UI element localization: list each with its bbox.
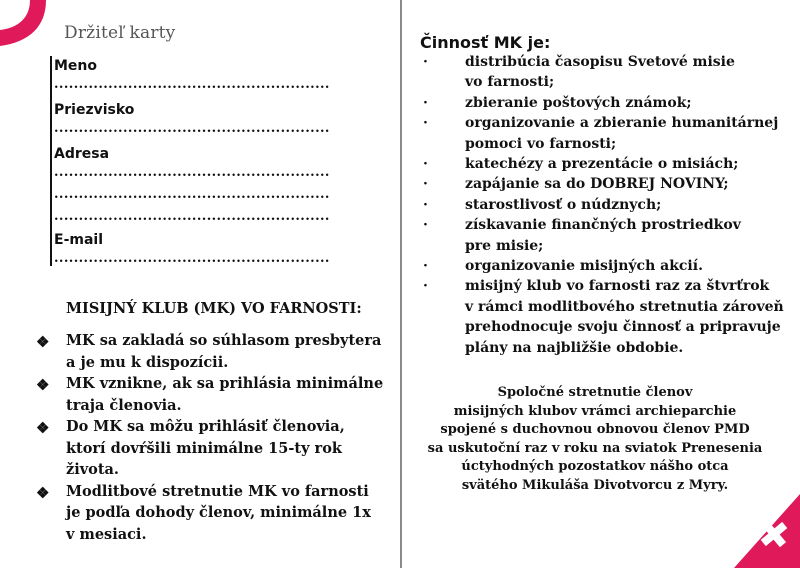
activity-title: Činnosť MK je: <box>420 33 551 52</box>
activity-list <box>420 52 795 358</box>
logo-arc-top-left <box>0 0 48 46</box>
club-rules-list <box>36 330 386 545</box>
list-item: · zbieranie poštových známok; <box>420 93 795 113</box>
list-item: · katechézy a prezentácie o misiách; <box>420 154 795 174</box>
list-item: · organizovanie misijných akcií. <box>420 256 795 276</box>
email-label: E-mail <box>54 232 104 248</box>
list-item: ❖ Modlitbové stretnutie MK vo farnosti je podľa dohody členov, minimálne 1x v mesiaci. <box>36 482 371 543</box>
bullet-dot-icon: · <box>423 176 428 193</box>
address-field-line-1[interactable]: ........................................................ <box>54 165 330 180</box>
bullet-dot-icon: · <box>423 94 428 111</box>
address-field-line-3[interactable]: ........................................................ <box>54 209 330 224</box>
surname-field[interactable]: ........................................................ <box>54 121 330 136</box>
list-item: · získavanie finančných prostriedkov pre misie; <box>423 217 741 254</box>
bullet-dot-icon: · <box>423 156 428 173</box>
card-holder-form <box>50 56 358 266</box>
card-holder-title: Držiteľ karty <box>64 23 176 43</box>
bullet-dot-icon: · <box>423 54 428 70</box>
list-item: ❖ MK sa zakladá so súhlasom presbytera a je mu k dispozícii. <box>36 332 382 371</box>
diamond-bullet-icon: ❖ <box>36 419 50 437</box>
surname-label: Priezvisko <box>54 102 135 118</box>
list-item: · misijný klub vo farnosti raz za štvrťrok v rámci modlitbového stretnutia zároveň prehodnocuje svoju činnosť a pripravuje plány na najbližšie obdobie. <box>423 278 784 356</box>
bullet-dot-icon: · <box>423 115 428 132</box>
list-item: · starostlivosť o núdznych; <box>420 195 795 215</box>
diamond-bullet-icon: ❖ <box>36 483 50 502</box>
address-label: Adresa <box>54 146 110 162</box>
name-label: Meno <box>54 58 98 74</box>
bullet-dot-icon: · <box>423 196 428 213</box>
list-item: · distribúcia časopisu Svetové misie vo farnosti; <box>423 54 735 91</box>
list-item: · organizovanie a zbieranie humanitárnej pomoci vo farnosti; <box>423 115 779 152</box>
club-title: MISIJNÝ KLUB (MK) VO FARNOSTI: <box>66 300 362 317</box>
diamond-bullet-icon: ❖ <box>36 376 50 394</box>
diamond-bullet-icon: ❖ <box>36 333 50 351</box>
list-item: ❖ MK vznikne, ak sa prihlásia minimálne traja členovia. <box>36 375 384 414</box>
list-item: ❖ Do MK sa môžu prihlásiť členovia, ktorí dovŕšili minimálne 15-ty rok života. <box>36 418 345 478</box>
list-item: · zapájanie sa do DOBREJ NOVINY; <box>420 174 795 194</box>
name-field[interactable]: ........................................................ <box>54 77 330 92</box>
bullet-dot-icon: · <box>423 258 428 275</box>
email-field[interactable]: ........................................................ <box>54 251 330 266</box>
bullet-dot-icon: · <box>423 278 428 295</box>
meeting-note: Spoločné stretnutie členov misijných klubov vrámci archieparchie spojené s duchovnou obnovou členov PMD sa uskutoční raz v roku na sviatok Prenesenia úctyhodných pozostatkov nášho otca svätého Mikuláša Divotvorcu z Myry. <box>427 385 763 493</box>
page-divider <box>400 0 402 568</box>
bullet-dot-icon: · <box>423 217 428 234</box>
address-field-line-2[interactable]: ........................................................ <box>54 187 330 202</box>
